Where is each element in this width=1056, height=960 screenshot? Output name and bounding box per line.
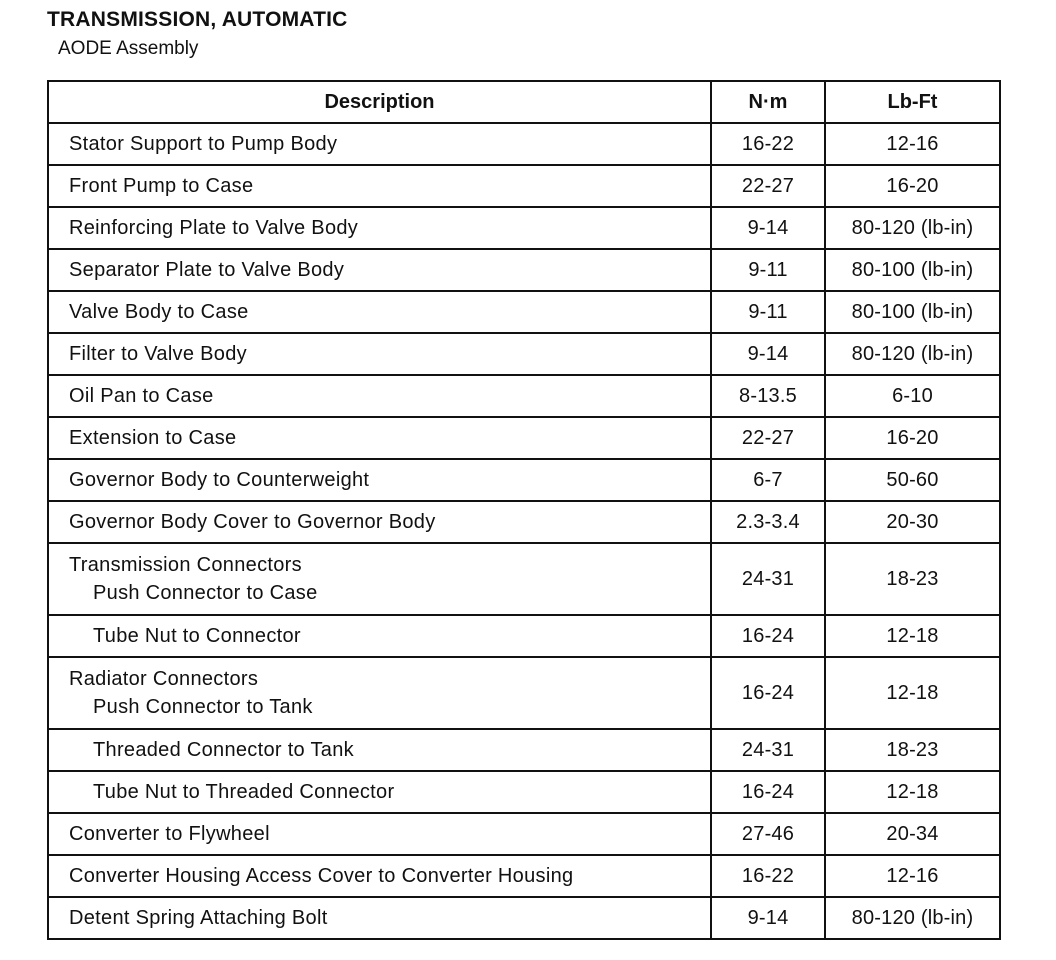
row-description: Front Pump to Case: [48, 165, 711, 207]
table-row: [48, 375, 1000, 417]
row-nm: 16-24: [711, 771, 825, 813]
row-nm: 22-27: [711, 165, 825, 207]
row-lbft: 12-16: [825, 855, 1000, 897]
row-nm: 27-46: [711, 813, 825, 855]
table-row: [48, 543, 1000, 615]
row-description: Oil Pan to Case: [48, 375, 711, 417]
row-description: Separator Plate to Valve Body: [48, 249, 711, 291]
row-description: Valve Body to Case: [48, 291, 711, 333]
row-lbft: 20-30: [825, 501, 1000, 543]
row-sub-label: Push Connector to Case: [93, 582, 318, 604]
row-description: Stator Support to Pump Body: [48, 123, 711, 165]
table-row: [48, 123, 1000, 165]
table-row: [48, 615, 1000, 657]
table-row: [48, 771, 1000, 813]
row-nm: 2.3-3.4: [711, 501, 825, 543]
row-description: Tube Nut to Connector: [48, 615, 711, 657]
table-row: [48, 417, 1000, 459]
row-description: Reinforcing Plate to Valve Body: [48, 207, 711, 249]
header-lbft: Lb-Ft: [825, 81, 1000, 123]
row-lbft: 12-18: [825, 657, 1000, 729]
row-lbft: 80-120 (lb-in): [825, 207, 1000, 249]
row-description: Governor Body to Counterweight: [48, 459, 711, 501]
table-row: [48, 657, 1000, 729]
row-lbft: 18-23: [825, 729, 1000, 771]
row-description: Extension to Case: [48, 417, 711, 459]
row-description: Detent Spring Attaching Bolt: [48, 897, 711, 939]
table-row: [48, 207, 1000, 249]
row-lbft: 80-100 (lb-in): [825, 249, 1000, 291]
row-description: Converter to Flywheel: [48, 813, 711, 855]
table-row: [48, 249, 1000, 291]
row-nm: 16-24: [711, 657, 825, 729]
table-row: [48, 813, 1000, 855]
row-description: Governor Body Cover to Governor Body: [48, 501, 711, 543]
row-nm: 16-24: [711, 615, 825, 657]
table-row: [48, 897, 1000, 939]
row-nm: 6-7: [711, 459, 825, 501]
row-lbft: 50-60: [825, 459, 1000, 501]
row-lbft: 12-18: [825, 771, 1000, 813]
table-row: [48, 291, 1000, 333]
row-description: Threaded Connector to Tank: [48, 729, 711, 771]
row-group-label: Transmission Connectors: [69, 554, 302, 576]
table-row: [48, 165, 1000, 207]
row-nm: 16-22: [711, 855, 825, 897]
row-description: [48, 657, 711, 729]
row-nm: 24-31: [711, 729, 825, 771]
row-description: [48, 543, 711, 615]
row-lbft: 18-23: [825, 543, 1000, 615]
header-nm: N·m: [711, 81, 825, 123]
row-nm: 8-13.5: [711, 375, 825, 417]
row-lbft: 12-18: [825, 615, 1000, 657]
row-lbft: 20-34: [825, 813, 1000, 855]
torque-spec-table: [47, 80, 1001, 940]
row-nm: 16-22: [711, 123, 825, 165]
row-nm: 9-11: [711, 249, 825, 291]
row-sub-label: Push Connector to Tank: [93, 696, 313, 718]
table-row: [48, 333, 1000, 375]
row-lbft: 80-100 (lb-in): [825, 291, 1000, 333]
row-nm: 24-31: [711, 543, 825, 615]
row-nm: 9-14: [711, 897, 825, 939]
row-description: Filter to Valve Body: [48, 333, 711, 375]
table-row: [48, 855, 1000, 897]
row-lbft: 80-120 (lb-in): [825, 333, 1000, 375]
row-nm: 9-11: [711, 291, 825, 333]
header-description: Description: [48, 81, 711, 123]
row-nm: 22-27: [711, 417, 825, 459]
row-nm: 9-14: [711, 333, 825, 375]
page-subtitle: AODE Assembly: [58, 38, 199, 59]
table-row: [48, 459, 1000, 501]
table-header-row: [48, 81, 1000, 123]
row-description: Tube Nut to Threaded Connector: [48, 771, 711, 813]
row-nm: 9-14: [711, 207, 825, 249]
page-title: TRANSMISSION, AUTOMATIC: [47, 8, 348, 31]
row-lbft: 12-16: [825, 123, 1000, 165]
table-row: [48, 729, 1000, 771]
row-group-label: Radiator Connectors: [69, 668, 259, 690]
row-lbft: 16-20: [825, 417, 1000, 459]
table-row: [48, 501, 1000, 543]
row-lbft: 16-20: [825, 165, 1000, 207]
row-description: Converter Housing Access Cover to Converter Housing: [48, 855, 711, 897]
row-lbft: 6-10: [825, 375, 1000, 417]
row-lbft: 80-120 (lb-in): [825, 897, 1000, 939]
